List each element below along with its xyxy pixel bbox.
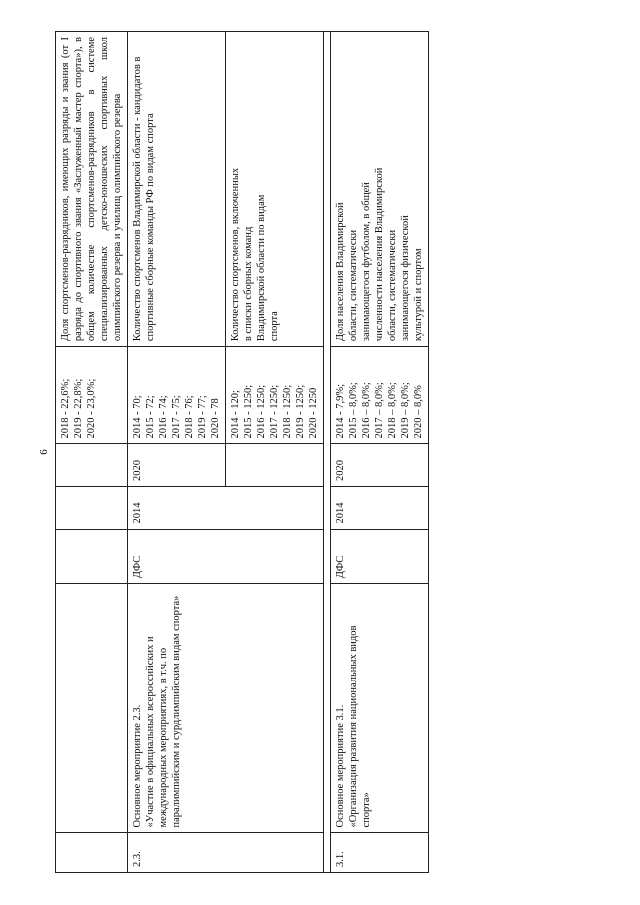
value-line: 2014 - 70; xyxy=(132,395,143,439)
title-line: «Участие в официальных всероссийских и xyxy=(145,636,156,828)
value-line: 2020 - 78 xyxy=(210,398,221,439)
cell-empty xyxy=(56,444,128,487)
year-end: 2020 xyxy=(331,444,429,487)
executor: ДФС xyxy=(331,529,429,584)
year-start: 2014 xyxy=(331,486,429,529)
value-line: 2020 - 23,0%; xyxy=(86,378,97,439)
indicator-line: Владимирской области по видам xyxy=(256,194,267,342)
value-line: 2020 - 1250 xyxy=(308,387,319,439)
table-row-2-3 xyxy=(128,32,226,873)
value-line: 2016 - 1250; xyxy=(256,384,267,439)
page-number: 6 xyxy=(38,449,50,455)
value-line: 2018 - 22,6%; xyxy=(60,378,71,439)
table-row-3-1 xyxy=(331,32,429,873)
indicator-line: Доля населения Владимирской xyxy=(335,202,346,342)
title-line: Основное мероприятие 3.1. xyxy=(335,704,346,828)
title-line: паралимпийским и сурдлимпийским видам спорта» xyxy=(171,595,182,828)
values-cell xyxy=(128,347,226,444)
year-end: 2020 xyxy=(128,444,226,487)
program-table xyxy=(55,31,429,873)
value-line: 2015 – 8,0%; xyxy=(348,382,359,439)
value-line: 2019 - 1250; xyxy=(295,384,306,439)
table-row-top xyxy=(56,32,128,873)
value-line: 2014 - 120; xyxy=(230,390,241,439)
indicator-line: области, систематически xyxy=(348,229,359,342)
value-line: 2018 – 8,0%; xyxy=(387,382,398,439)
executor: ДФС xyxy=(128,529,324,584)
subprogram-row xyxy=(324,32,331,873)
indicator-line: области, систематически xyxy=(387,229,398,342)
measure-title xyxy=(128,584,324,833)
cell-empty xyxy=(226,444,324,487)
values-cell xyxy=(226,347,324,444)
value-line: 2015 - 1250; xyxy=(243,384,254,439)
indicator-line: численности населения Владимирской xyxy=(374,167,385,342)
indicator-cell: Количество спортсменов Владимирской области - кандидатов в спортивные сборные команды РФ по видам спорта xyxy=(128,32,226,347)
value-line: 2019 - 77; xyxy=(197,395,208,439)
value-line: 2017 – 8,0%; xyxy=(374,382,385,439)
value-line: 2020 – 8,0% xyxy=(413,385,424,439)
row-number: 3.1. xyxy=(331,833,429,873)
values-cell xyxy=(331,347,429,444)
indicator-line: культурой и спортом xyxy=(413,248,424,342)
value-line: 2016 – 8,0%; xyxy=(361,382,372,439)
value-line: 2016 - 74; xyxy=(158,395,169,439)
indicator-line: спорта xyxy=(269,311,280,342)
value-line: 2014 - 7,9%; xyxy=(335,383,346,439)
title-line: «Организация развития национальных видов спорта» xyxy=(348,625,372,828)
subprogram-title xyxy=(324,32,331,873)
row-number: 2.3. xyxy=(128,833,324,873)
values-cell xyxy=(56,347,128,444)
value-line: 2018 - 1250; xyxy=(282,384,293,439)
title-line: международных мероприятиях, в т.ч. по xyxy=(158,647,169,828)
indicator-cell xyxy=(331,32,429,347)
cell-empty xyxy=(56,486,128,529)
value-line: 2019 - 22,8%; xyxy=(73,378,84,439)
rotated-sheet xyxy=(55,31,585,873)
indicator-cell xyxy=(226,32,324,347)
indicator-line: в списки сборных команд xyxy=(243,226,254,342)
indicator-line: занимающегося физической xyxy=(400,215,411,342)
cell-empty xyxy=(56,584,128,833)
value-line: 2017 - 1250; xyxy=(269,384,280,439)
cell-empty xyxy=(56,833,128,873)
indicator-line: занимающегося футболом, в общей xyxy=(361,182,372,342)
year-start: 2014 xyxy=(128,486,324,529)
value-line: 2015 - 72; xyxy=(145,395,156,439)
value-line: 2017 - 75; xyxy=(171,395,182,439)
indicator-cell: Доля спортсменов-разрядников, имеющих разряды и звания (от I разряда до спортивного звания «Заслуженный мастер спорта»), в общем количестве спортсменов-разрядников в системе специализированных детско-юношеских спортивных школ олимпийского резерва и училищ олимпийского резерва xyxy=(56,32,128,347)
measure-title xyxy=(331,584,429,833)
title-line: Основное мероприятие 2.3. xyxy=(132,704,143,828)
value-line: 2018 - 76; xyxy=(184,395,195,439)
value-line: 2019 – 8,0%; xyxy=(400,382,411,439)
cell-empty xyxy=(56,529,128,584)
indicator-line: Количество спортсменов, включенных xyxy=(230,167,241,342)
